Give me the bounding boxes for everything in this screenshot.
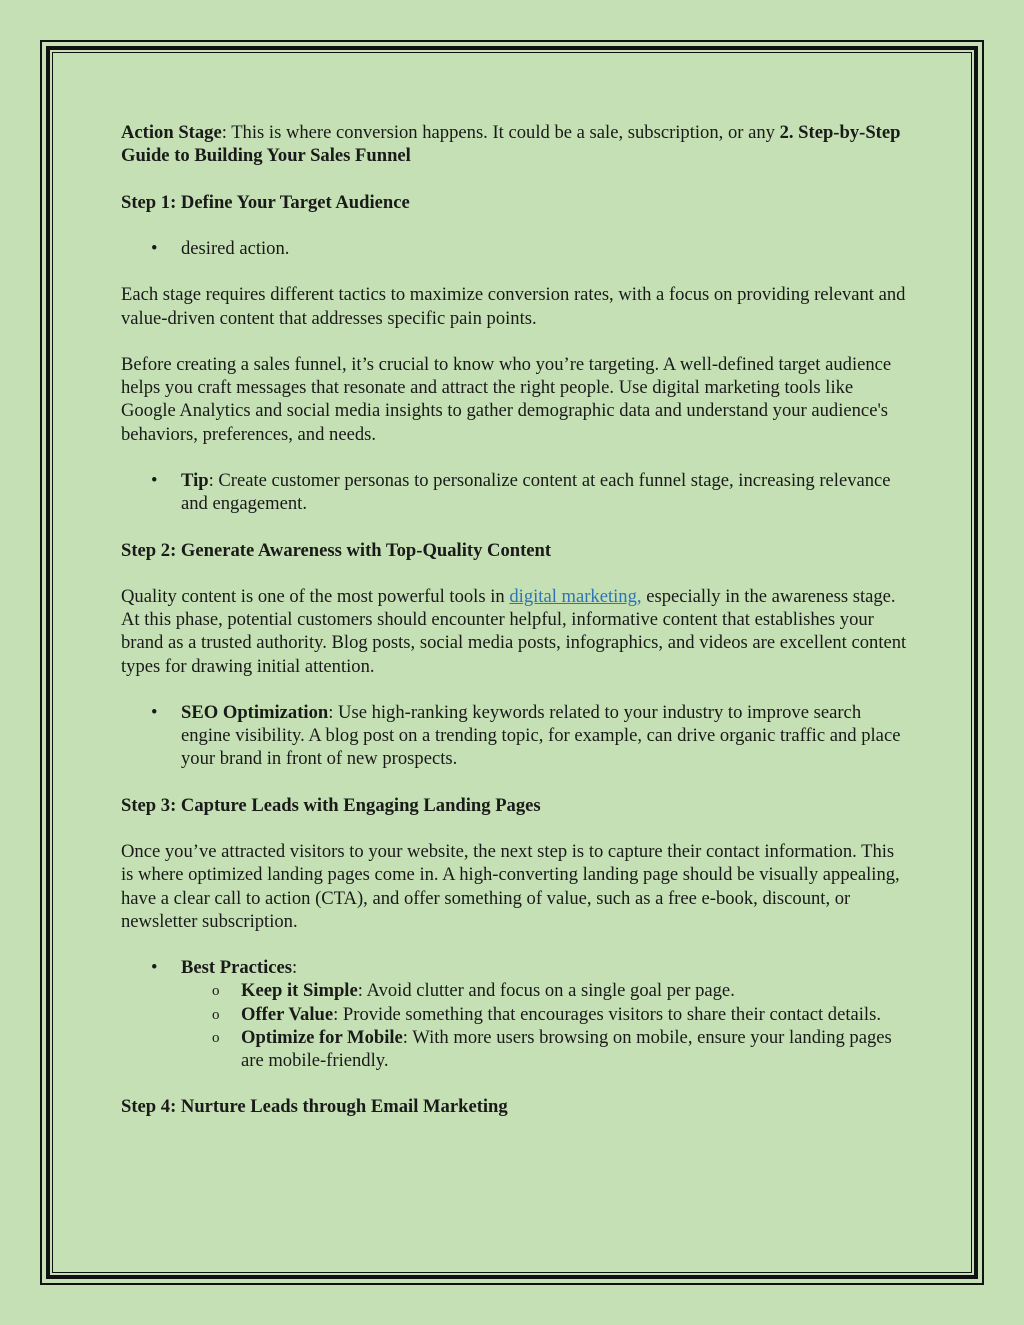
guide-heading: 2. Step-by-Step Guide to Building Your Sales Funnel (121, 122, 901, 167)
tip-bullet-list (121, 469, 911, 515)
sub-item-label: Keep it Simple (241, 980, 358, 1002)
sub-item-label: Optimize for Mobile (241, 1026, 403, 1048)
desired-action-text: desired action. (181, 237, 290, 259)
best-practices-list (121, 956, 911, 1072)
target-audience-paragraph: Before creating a sales funnel, it’s crucial to know who you’re targeting. A well-defined target audience helps you craft messages that resonate and attract the right people. Use digital marketing tools like Google Analytics and social media insights to gather demographic data and understand your audience's behaviors, preferences, and needs. (121, 353, 892, 445)
action-stage-text: : This is where conversion happens. It could be a sale, subscription, or any (221, 122, 780, 143)
seo-bullet-list (121, 701, 911, 771)
document-body (121, 121, 911, 1142)
circle-bullet-icon: o (212, 983, 220, 1000)
sub-list-item (181, 1003, 911, 1026)
sub-item-label: Offer Value (241, 1003, 334, 1025)
step4-heading: Step 4: Nurture Leads through Email Marketing (121, 1096, 508, 1118)
quality-content-paragraph (121, 585, 911, 678)
sub-item-text: : Provide something that encourages visitors to share their contact details. (333, 1003, 881, 1025)
best-practices-colon: : (292, 957, 298, 979)
tip-text: : Create customer personas to personalize content at each funnel stage, increasing relevance and engagement. (181, 469, 891, 515)
seo-label: SEO Optimization (181, 701, 329, 723)
digital-marketing-link[interactable]: digital marketing, (509, 585, 642, 607)
best-practices-label: Best Practices (181, 957, 292, 979)
list-item (121, 956, 911, 1072)
list-item (121, 237, 911, 260)
seo-text: : Use high-ranking keywords related to your industry to improve search engine visibility. A blog post on a trending topic, for example, can drive organic traffic and place your brand in front of new prospects. (181, 701, 901, 770)
step3-heading: Step 3: Capture Leads with Engaging Landing Pages (121, 794, 541, 816)
action-stage-label: Action Stage (121, 122, 222, 143)
list-item (121, 701, 911, 771)
stage-tactics-paragraph: Each stage requires different tactics to maximize conversion rates, with a focus on providing relevant and value-driven content that addresses specific pain points. (121, 284, 906, 329)
tip-label: Tip (181, 469, 209, 491)
bullet-icon: • (151, 469, 158, 491)
action-stage-paragraph (121, 121, 911, 167)
circle-bullet-icon: o (212, 1006, 220, 1023)
quality-content-rest: especially in the awareness stage. At this phase, potential customers should encounter helpful, informative content that establishes your brand as a trusted authority. Blog posts, social media posts, infographics, and videos are excellent content types for drawing initial attention. (121, 585, 907, 677)
sub-list-item (181, 1026, 911, 1072)
bullet-icon: • (151, 701, 158, 723)
bullet-icon: • (151, 237, 158, 259)
best-practices-sublist (181, 979, 911, 1072)
landing-pages-paragraph: Once you’ve attracted visitors to your website, the next step is to capture their contact information. This is where optimized landing pages come in. A high-converting landing page should be visually appealing, have a clear call to action (CTA), and offer something of value, such as a free e-book, discount, or newsletter subscription. (121, 841, 900, 932)
circle-bullet-icon: o (212, 1029, 220, 1046)
list-item (121, 469, 911, 515)
sub-list-item (181, 979, 911, 1002)
sub-item-text: : With more users browsing on mobile, ensure your landing pages are mobile-friendly. (241, 1026, 892, 1071)
quality-content-lead: Quality content is one of the most powerful tools in (121, 585, 510, 607)
step1-bullet-list (121, 237, 911, 260)
step2-heading: Step 2: Generate Awareness with Top-Quality Content (121, 539, 552, 561)
sub-item-text: : Avoid clutter and focus on a single goal per page. (357, 980, 735, 1002)
step1-heading: Step 1: Define Your Target Audience (121, 191, 410, 213)
bullet-icon: • (151, 957, 158, 979)
